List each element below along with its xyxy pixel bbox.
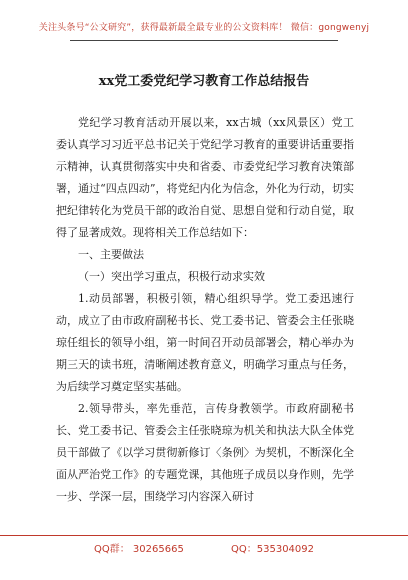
intro-paragraph: 党纪学习教育活动开展以来，xx古城（xx风景区）党工委认真学习习近平总书记关于党纪学习教育的重要讲话重要指示精神，认真贯彻落实中央和省委、市委党纪学习教育决策部署，通过“四点四动”，将党纪内化为信念，外化为行动，切实把纪律转化为党员干部的政治自觉、思想自觉和行动自觉，取得了显著成效。现将相关工作总结如下： — [56, 116, 354, 239]
section-heading: 一、主要做法 — [78, 248, 144, 261]
item-paragraph-2: 2.领导带头，率先垂范，言传身教领学。市政府副秘书长、党工委书记、管委会主任张晓琼为机关和执法大队全体党员干部做了《以学习贯彻新修订〈条例〉为契机，不断深化全面从严治党工作》的专题党课，其他班子成员以身作则，先学一步、学深一层，围绕学习内容深入研讨 — [56, 402, 354, 503]
document-body — [56, 112, 354, 508]
item-paragraph-1: 1.动员部署，积极引领，精心组织导学。党工委迅速行动，成立了由市政府副秘书长、党工委书记、管委会主任张晓琼任组长的领导小组，第一时间召开动员部署会，精心举办为期三天的读书班，清晰阐述教育意义，明确学习重点与任务，为后续学习奠定坚实基础。 — [56, 292, 354, 393]
footer-qq-group: QQ群： 30265665 — [93, 544, 184, 555]
header-divider — [70, 40, 338, 41]
document-title: xx党工委党纪学习教育工作总结报告 — [98, 74, 310, 89]
footer-contact — [0, 535, 408, 555]
subsection-heading: （一）突出学习重点，积极行动求实效 — [78, 270, 265, 283]
footer-qq: QQ：535304092 — [231, 544, 315, 555]
header-banner: 关注头条号“公文研究”，获得最新最全最专业的公文资料库！ 微信：gongwenyj — [38, 23, 370, 33]
